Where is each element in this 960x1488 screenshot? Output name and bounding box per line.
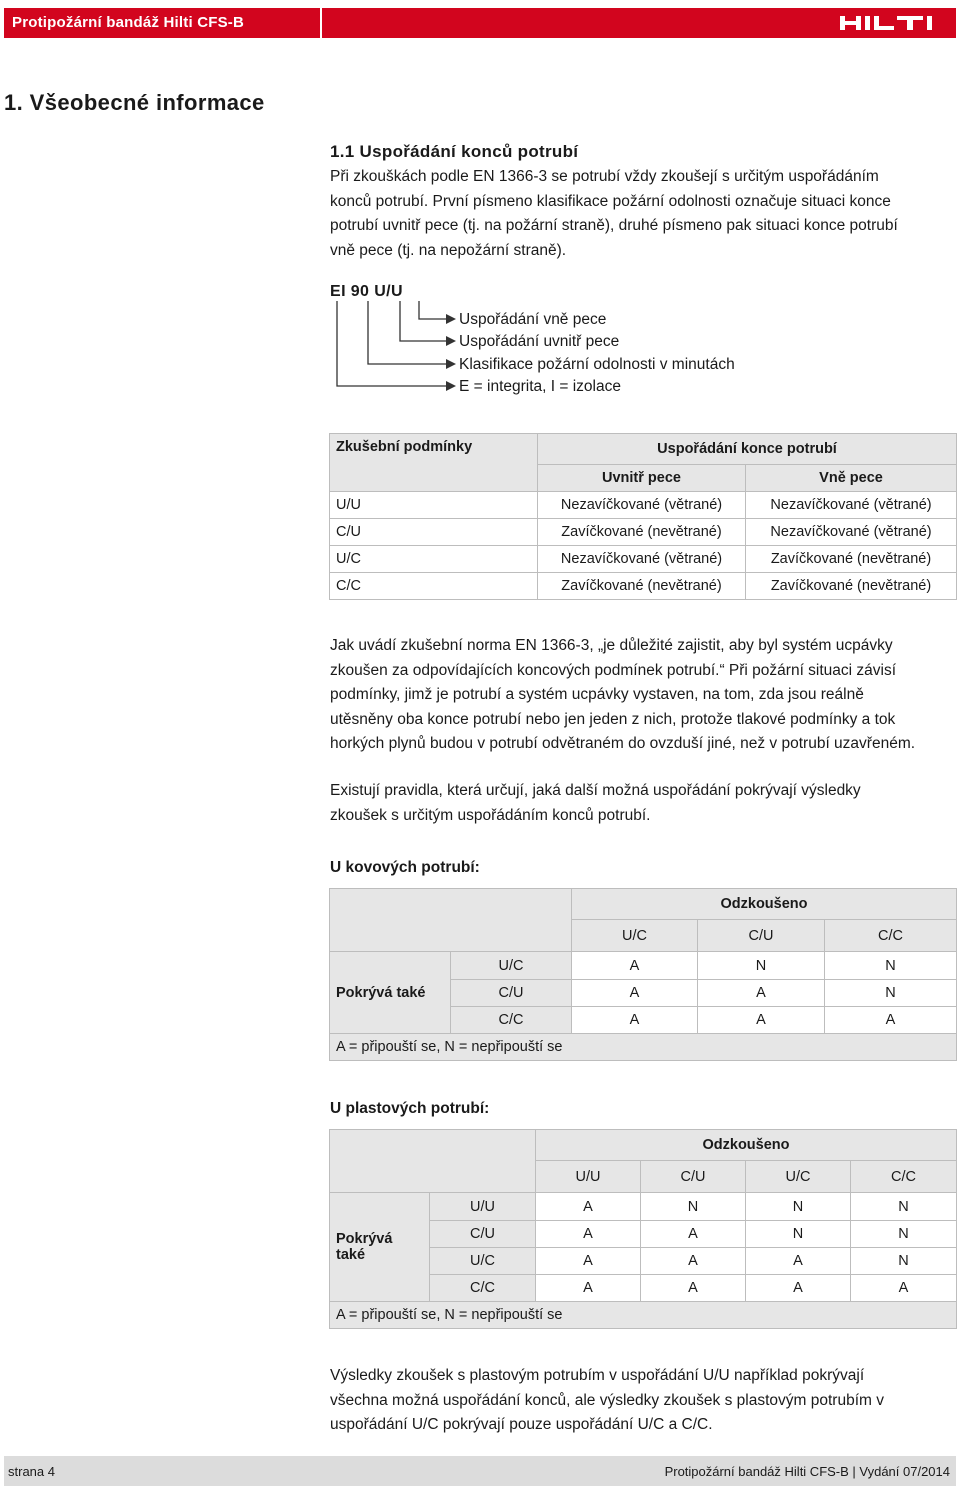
table-cell: Nezavíčkované (větrané) <box>538 546 746 573</box>
table-cell: Nezavíčkované (větrané) <box>746 492 957 519</box>
header-title-bar <box>4 8 320 38</box>
table-header-cell: U/C <box>746 1161 851 1193</box>
table-cell: A <box>746 1248 851 1275</box>
text-line: zkoušen za odpovídajících koncových podmínek potrubí.“ Při požární situaci závisí <box>330 661 897 679</box>
table-header-cell: Odzkoušeno <box>536 1130 957 1161</box>
table-header-cell: U/C <box>572 920 698 952</box>
table-cell: A <box>536 1248 641 1275</box>
table-cell: A <box>572 1007 698 1034</box>
table-cell: U/U <box>330 492 538 519</box>
table-row <box>330 573 957 600</box>
table-cell: N <box>698 952 825 980</box>
table-header-cell: Uspořádání konce potrubí <box>538 434 957 465</box>
rules-paragraph <box>330 779 956 828</box>
table-header-cell: C/C <box>851 1161 957 1193</box>
text-line: konců potrubí. První písmeno klasifikace požární odolnosti označuje situaci konce <box>330 192 891 210</box>
table-cell: C/U <box>430 1221 536 1248</box>
table-cell: A <box>825 1007 957 1034</box>
table-cell: N <box>746 1193 851 1221</box>
plastic-results-paragraph <box>330 1364 956 1438</box>
table-cell: N <box>851 1193 957 1221</box>
table-cell: A <box>746 1275 851 1302</box>
diagram-label: Klasifikace požární odolnosti v minutách <box>459 356 735 373</box>
text-line: horkých plynů budou v potrubí odvětraném do ovzduší jiné, než v potrubí uzavřeném. <box>330 735 916 752</box>
classification-diagram <box>330 283 770 403</box>
table-cell: N <box>851 1221 957 1248</box>
standard-quote-paragraph <box>330 634 956 757</box>
table-header-cell: Odzkoušeno <box>572 889 957 920</box>
table-cell: A <box>698 1007 825 1034</box>
table-cell: U/U <box>430 1193 536 1221</box>
table-cell: A <box>851 1275 957 1302</box>
page-footer <box>4 1456 956 1486</box>
table-cell: A <box>641 1275 746 1302</box>
plastic-pipes-table <box>329 1129 957 1329</box>
text-line: utěsněny oba konce potrubí nebo jen jeden z nich, protože tlakové podmínky a tok <box>330 710 896 728</box>
text-line: všechna možná uspořádání konců, ale výsledky zkoušek s plastovým potrubím v <box>330 1391 884 1409</box>
table-cell: N <box>825 980 957 1007</box>
footer-publication: Protipožární bandáž Hilti CFS-B | Vydání 07/2014 <box>664 1464 950 1479</box>
table-cell: Nezavíčkované (větrané) <box>746 519 957 546</box>
table-legend: A = připouští se, N = nepřipouští se <box>330 1302 957 1329</box>
metal-pipes-table <box>329 888 957 1061</box>
table-cell: A <box>572 980 698 1007</box>
table-row <box>330 492 957 519</box>
hilti-logo-icon <box>840 14 944 32</box>
table-cell: A <box>641 1221 746 1248</box>
table-cell: Nezavíčkované (větrané) <box>538 492 746 519</box>
table-cell: N <box>851 1248 957 1275</box>
table-row-header: Pokrývá také <box>330 952 451 1034</box>
classification-arrows <box>330 283 465 398</box>
plastic-pipes-title: U plastových potrubí: <box>330 1100 490 1117</box>
section-title: 1.1 Uspořádání konců potrubí <box>330 142 579 161</box>
table-cell: C/C <box>430 1275 536 1302</box>
table-header-cell: Vně pece <box>746 465 957 492</box>
table-cell: N <box>746 1221 851 1248</box>
table-row-header: Pokrývá také <box>330 1193 430 1302</box>
table-cell: U/C <box>430 1248 536 1275</box>
table-cell: Zavíčkované (nevětrané) <box>538 573 746 600</box>
table-cell: A <box>641 1248 746 1275</box>
table-cell: U/C <box>330 546 538 573</box>
table-row <box>330 546 957 573</box>
text-line: vně pece (tj. na nepožární straně). <box>330 241 567 259</box>
text-line: uspořádání U/C pokrývají pouze uspořádání U/C a C/C. <box>330 1416 713 1433</box>
table-row <box>330 1193 957 1221</box>
table-cell: C/C <box>330 573 538 600</box>
table-cell: Zavíčkované (nevětrané) <box>746 573 957 600</box>
section-intro <box>330 165 955 263</box>
table-cell: Zavíčkované (nevětrané) <box>746 546 957 573</box>
table-header-cell: C/U <box>641 1161 746 1193</box>
table-legend: A = připouští se, N = nepřipouští se <box>330 1034 957 1061</box>
table-header-cell: U/U <box>536 1161 641 1193</box>
diagram-label: Uspořádání uvnitř pece <box>459 333 620 350</box>
table-row <box>330 519 957 546</box>
text-line: Existují pravidla, která určují, jaká další možná uspořádání pokrývají výsledky <box>330 782 861 799</box>
table-cell: U/C <box>451 952 572 980</box>
table-cell: N <box>641 1193 746 1221</box>
table-empty-cell <box>330 889 572 952</box>
table-header-cell: Uvnitř pece <box>538 465 746 492</box>
table-cell: A <box>572 952 698 980</box>
table-cell: C/U <box>451 980 572 1007</box>
text-line: Jak uvádí zkušební norma EN 1366-3, „je důležité zajistit, aby byl systém ucpávky <box>330 637 893 654</box>
classification-code: EI 90 U/U <box>330 283 403 300</box>
text-line: Výsledky zkoušek s plastovým potrubím v uspořádání U/U například pokrývají <box>330 1367 865 1384</box>
metal-pipes-title: U kovových potrubí: <box>330 859 480 876</box>
table-cell: C/U <box>330 519 538 546</box>
table-cell: A <box>698 980 825 1007</box>
table-header-cell: Zkušební podmínky <box>330 434 538 492</box>
text-line: podmínky, jimž je potrubí a systém ucpávky vystaven, na tom, zda jsou reálně <box>330 686 864 703</box>
end-configuration-table <box>329 433 957 600</box>
table-cell: Zavíčkované (nevětrané) <box>538 519 746 546</box>
diagram-label: E = integrita, I = izolace <box>459 378 621 395</box>
table-header-cell: C/U <box>698 920 825 952</box>
text-line: Při zkouškách podle EN 1366-3 se potrubí vždy zkoušejí s určitým uspořádáním <box>330 168 879 185</box>
table-cell: A <box>536 1193 641 1221</box>
table-empty-cell <box>330 1130 536 1193</box>
diagram-label: Uspořádání vně pece <box>459 311 607 328</box>
table-cell: C/C <box>451 1007 572 1034</box>
page-header <box>0 8 960 38</box>
header-title: Protipožární bandáž Hilti CFS-B <box>12 14 245 31</box>
table-cell: N <box>825 952 957 980</box>
header-logo-bar <box>322 8 956 38</box>
page-title: 1. Všeobecné informace <box>4 90 265 115</box>
table-cell: A <box>536 1221 641 1248</box>
text-line: zkoušek s určitým uspořádáním konců potrubí. <box>330 806 651 824</box>
page-number: strana 4 <box>8 1464 55 1479</box>
text-line: potrubí uvnitř pece (tj. na požární straně), druhé písmeno pak situaci konce potrubí <box>330 217 898 234</box>
table-header-cell: C/C <box>825 920 957 952</box>
table-row <box>330 952 957 980</box>
table-cell: A <box>536 1275 641 1302</box>
